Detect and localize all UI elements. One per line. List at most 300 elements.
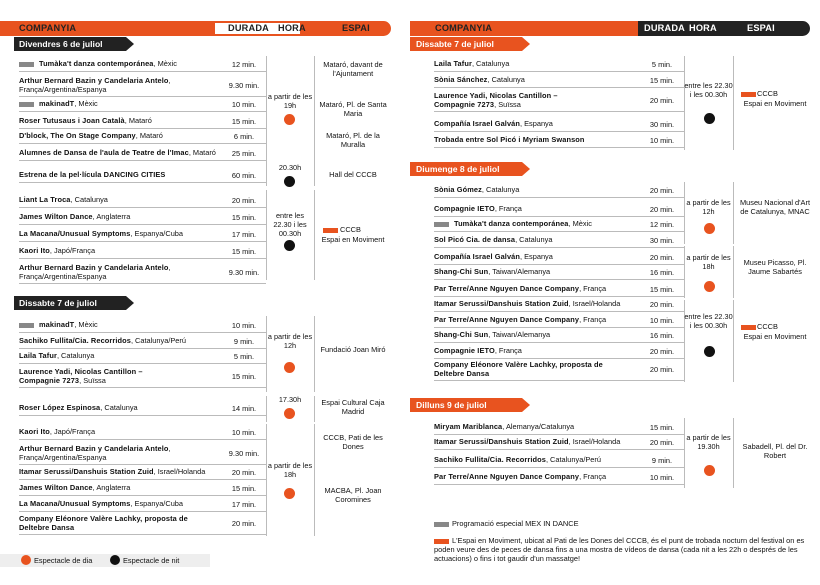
company-location: , França bbox=[579, 315, 607, 324]
header-duration: DURADA bbox=[228, 23, 270, 33]
mex-bar-icon bbox=[434, 522, 449, 527]
hour-label: a partir de les 19h bbox=[267, 92, 313, 110]
day-dot-icon bbox=[704, 223, 715, 234]
program-row bbox=[434, 186, 654, 195]
company-location: , Alemanya/Catalunya bbox=[502, 422, 575, 431]
day-dot-icon bbox=[284, 362, 295, 373]
company-location: , Catalunya bbox=[487, 75, 525, 84]
divider bbox=[434, 380, 684, 381]
divider bbox=[434, 279, 684, 280]
hour-label: 20.30h bbox=[278, 163, 302, 172]
company-location: , Catalunya bbox=[70, 195, 108, 204]
duration: 15 min. bbox=[231, 484, 257, 493]
company-name: Arthur Bernard Bazin y Candelaria Antelo bbox=[19, 76, 169, 85]
company-name: Arthur Bernard Bazin y Candelaria Antelo bbox=[19, 263, 169, 272]
company-location: , bbox=[168, 76, 171, 85]
program-row bbox=[19, 264, 219, 281]
divider bbox=[19, 224, 266, 225]
espai-bar-icon bbox=[741, 325, 756, 330]
company-location: , Anglaterra bbox=[92, 483, 131, 492]
company-name: Itamar Serussi/Danshuis Station Zuid bbox=[19, 467, 154, 476]
espai-bar-icon bbox=[741, 92, 756, 97]
divider bbox=[19, 182, 266, 183]
company-name: Laurence Yadi, Nicolas Cantillon – bbox=[19, 367, 143, 376]
divider bbox=[434, 449, 684, 450]
program-row bbox=[19, 247, 219, 256]
divider bbox=[434, 327, 684, 328]
divider bbox=[434, 131, 684, 132]
divider bbox=[434, 197, 684, 198]
program-row bbox=[434, 268, 654, 277]
duration: 20 min. bbox=[649, 438, 675, 447]
duration: 10 min. bbox=[231, 100, 257, 109]
company-location: , bbox=[168, 263, 171, 272]
company-location: , Mataró bbox=[135, 131, 163, 140]
program-row bbox=[434, 236, 654, 245]
company-name: Company Eléonore Valère Lachky, proposta de bbox=[434, 360, 603, 369]
header-company-r: COMPANYIA bbox=[435, 23, 493, 33]
program-row bbox=[434, 347, 654, 356]
note-mex bbox=[434, 519, 579, 528]
company-location: , França bbox=[494, 204, 522, 213]
divider bbox=[19, 143, 266, 144]
company-location: , Mèxic bbox=[74, 99, 98, 108]
company-location: , Espanya bbox=[520, 252, 553, 261]
company-name: Alumnes de Dansa de l'aula de Teatre de l'Imac bbox=[19, 148, 189, 157]
duration: 15 min. bbox=[649, 285, 675, 294]
duration: 9.30 min. bbox=[228, 81, 260, 90]
program-row bbox=[19, 230, 219, 239]
divider bbox=[434, 147, 684, 148]
duration: 12 min. bbox=[231, 60, 257, 69]
space-label: Mataró, davant de l'Ajuntament bbox=[323, 60, 383, 78]
company-name: Compagnie 7273 bbox=[434, 99, 495, 109]
duration: 20 min. bbox=[649, 253, 675, 262]
divider bbox=[19, 439, 266, 440]
duration: 5 min. bbox=[233, 352, 255, 361]
program-row bbox=[19, 117, 219, 126]
duration: 10 min. bbox=[231, 321, 257, 330]
space-label: Fundació Joan Miró bbox=[320, 345, 386, 354]
duration: 20 min. bbox=[649, 205, 675, 214]
program-row bbox=[39, 321, 239, 330]
space-label: Museu Picasso, Pl. Jaume Sabartés bbox=[743, 258, 807, 276]
column-divider bbox=[314, 316, 315, 392]
duration: 12 min. bbox=[649, 220, 675, 229]
company-name: Par Terre/Anne Nguyen Dance Company bbox=[434, 472, 580, 481]
divider bbox=[434, 71, 684, 72]
company-name: La Macana/Unusual Symptoms bbox=[19, 499, 131, 508]
company-name: Tumàka't danza contemporánea bbox=[454, 219, 569, 228]
program-row bbox=[19, 77, 219, 94]
column-divider bbox=[266, 316, 267, 392]
duration: 20 min. bbox=[649, 96, 675, 105]
program-row bbox=[434, 76, 654, 85]
duration: 15 min. bbox=[231, 213, 257, 222]
note-mex-text: Programació especial MEX IN DANCE bbox=[452, 519, 579, 528]
company-name: Estrena de la pel·lícula DANCING CITIES bbox=[19, 170, 166, 179]
program-row bbox=[434, 136, 654, 145]
duration: 10 min. bbox=[649, 473, 675, 482]
company-name: makinadT bbox=[39, 320, 75, 329]
company-location: , Catalunya bbox=[100, 403, 138, 412]
day-dot-icon bbox=[704, 281, 715, 292]
divider bbox=[434, 358, 684, 359]
night-dot-icon bbox=[110, 555, 120, 565]
duration: 30 min. bbox=[649, 120, 675, 129]
duration: 9.30 min. bbox=[228, 449, 260, 458]
program-row bbox=[434, 456, 654, 465]
duration: 15 min. bbox=[231, 372, 257, 381]
space-label: Museu Nacional d'Art de Catalunya, MNAC bbox=[739, 198, 810, 216]
duration: 20 min. bbox=[649, 186, 675, 195]
divider bbox=[19, 71, 266, 72]
column-divider bbox=[314, 424, 315, 536]
hour-label: a partir de les 12h bbox=[267, 332, 313, 350]
company-name: Deltebre Dansa bbox=[434, 368, 490, 378]
company-location: , Catalunya/Perú bbox=[545, 455, 601, 464]
duration: 20 min. bbox=[231, 196, 257, 205]
hour-label: entre les 22.30 i les 00.30h bbox=[273, 211, 307, 238]
space-label: CCCB bbox=[757, 322, 778, 331]
duration: 60 min. bbox=[231, 171, 257, 180]
company-location: , França bbox=[494, 346, 522, 355]
program-row bbox=[434, 316, 654, 325]
divider bbox=[19, 534, 266, 535]
company-location: , Espanya bbox=[520, 119, 553, 128]
duration: 20 min. bbox=[649, 365, 675, 374]
divider bbox=[434, 484, 684, 485]
header-hour-r: HORA bbox=[689, 23, 717, 33]
header-space-r: ESPAI bbox=[747, 23, 775, 33]
company-name: Roser Tutusaus i Joan Català bbox=[19, 116, 125, 125]
hour-label: a partir de les 18h bbox=[267, 461, 313, 479]
hour-label: a partir de les 12h bbox=[686, 198, 731, 216]
duration: 20 min. bbox=[231, 468, 257, 477]
column-divider bbox=[684, 418, 685, 488]
company-name: Tumàka't danza contemporánea bbox=[39, 59, 154, 68]
program-row bbox=[39, 60, 239, 69]
company-name: Shang-Chi Sun bbox=[434, 267, 489, 276]
column-divider bbox=[314, 158, 315, 186]
company-location: , Mèxic bbox=[74, 320, 98, 329]
company-location: , Taiwan/Alemanya bbox=[488, 330, 551, 339]
space-label: Espai en Moviment bbox=[743, 332, 807, 341]
program-row bbox=[434, 438, 654, 447]
company-name: James Wilton Dance bbox=[19, 483, 93, 492]
company-location: França/Argentina/Espanya bbox=[19, 452, 107, 462]
hour-label: a partir de les 18h bbox=[686, 253, 731, 271]
day-dot-icon bbox=[284, 408, 295, 419]
company-name: Kaori Ito bbox=[19, 246, 50, 255]
program-row bbox=[19, 484, 219, 493]
program-row bbox=[19, 132, 219, 141]
duration: 25 min. bbox=[231, 149, 257, 158]
divider bbox=[19, 207, 266, 208]
company-name: Sachiko Fullita/Cia. Recorridos bbox=[19, 336, 131, 345]
duration: 17 min. bbox=[231, 500, 257, 509]
column-divider bbox=[684, 56, 685, 150]
divider bbox=[19, 511, 266, 512]
company-location: , Catalunya bbox=[515, 235, 553, 244]
duration: 9 min. bbox=[233, 337, 255, 346]
company-location: , bbox=[168, 444, 171, 453]
company-location: , Suïssa bbox=[79, 375, 106, 385]
mex-marker-icon bbox=[19, 102, 34, 107]
company-name: Liant La Troca bbox=[19, 195, 71, 204]
program-row bbox=[434, 473, 654, 482]
duration: 16 min. bbox=[649, 331, 675, 340]
company-location: , Israel/Holanda bbox=[568, 299, 621, 308]
night-dot-icon bbox=[284, 240, 295, 251]
company-location: , Israel/Holanda bbox=[153, 467, 206, 476]
company-name: Shang-Chi Sun bbox=[434, 330, 489, 339]
program-row bbox=[434, 300, 654, 309]
divider bbox=[434, 342, 684, 343]
company-name: D'block, The On Stage Company bbox=[19, 131, 136, 140]
column-divider bbox=[733, 246, 734, 298]
company-name: Company Eléonore Valère Lachky, proposta de bbox=[19, 514, 188, 523]
company-name: Sònia Sánchez bbox=[434, 75, 488, 84]
hour-label: entre les 22.30 i les 00.30h bbox=[684, 81, 733, 99]
company-location: , Japó/França bbox=[49, 427, 96, 436]
program-row bbox=[434, 92, 654, 109]
night-dot-icon bbox=[704, 113, 715, 124]
divider bbox=[19, 415, 266, 416]
divider bbox=[434, 467, 684, 468]
company-location: , Espanya/Cuba bbox=[130, 229, 184, 238]
divider bbox=[19, 495, 266, 496]
legend-day: Espectacle de dia bbox=[34, 556, 93, 565]
divider bbox=[19, 332, 266, 333]
legend-night: Espectacle de nit bbox=[123, 556, 180, 565]
company-name: Par Terre/Anne Nguyen Dance Company bbox=[434, 284, 580, 293]
day-dot-icon bbox=[284, 114, 295, 125]
duration: 20 min. bbox=[649, 300, 675, 309]
company-name: Laurence Yadi, Nicolas Cantillon – bbox=[434, 91, 558, 100]
program-row bbox=[19, 171, 219, 180]
program-row bbox=[434, 285, 654, 294]
duration: 20 min. bbox=[231, 519, 257, 528]
company-location: , Catalunya/Perú bbox=[130, 336, 186, 345]
space-label: Mataró, Pl. de Santa Maria bbox=[319, 100, 387, 118]
divider bbox=[19, 363, 266, 364]
divider bbox=[434, 311, 684, 312]
duration: 5 min. bbox=[651, 60, 673, 69]
company-name: Compagnie IETO bbox=[434, 346, 495, 355]
company-location: França/Argentina/Espanya bbox=[19, 84, 107, 94]
divider bbox=[19, 348, 266, 349]
company-name: Arthur Bernard Bazin y Candelaria Antelo bbox=[19, 444, 169, 453]
program-row bbox=[19, 337, 219, 346]
day-title: Dilluns 9 de juliol bbox=[410, 398, 522, 412]
left-header bbox=[0, 21, 391, 36]
column-divider bbox=[266, 424, 267, 536]
divider bbox=[434, 216, 684, 217]
column-divider bbox=[733, 300, 734, 382]
program-row bbox=[19, 468, 219, 477]
duration: 15 min. bbox=[231, 117, 257, 126]
company-location: , Israel/Holanda bbox=[568, 437, 621, 446]
company-location: , Taiwan/Alemanya bbox=[488, 267, 551, 276]
program-row bbox=[434, 361, 654, 378]
program-row bbox=[19, 196, 219, 205]
divider bbox=[19, 464, 266, 465]
duration: 10 min. bbox=[649, 136, 675, 145]
company-name: Compañía Israel Galván bbox=[434, 252, 520, 261]
duration: 30 min. bbox=[649, 236, 675, 245]
divider bbox=[19, 111, 266, 112]
company-name: Itamar Serussi/Danshuis Station Zuid bbox=[434, 437, 569, 446]
duration: 10 min. bbox=[231, 428, 257, 437]
program-row bbox=[434, 423, 654, 432]
mex-marker-icon bbox=[434, 222, 449, 227]
space-label: Espai en Moviment bbox=[321, 235, 385, 244]
space-label: MACBA, Pl. Joan Coromines bbox=[324, 486, 382, 504]
divider bbox=[19, 479, 266, 480]
column-divider bbox=[733, 418, 734, 488]
company-name: Sachiko Fullita/Cia. Recorridos bbox=[434, 455, 546, 464]
program-row bbox=[454, 220, 674, 229]
day-dot-icon bbox=[21, 555, 31, 565]
duration: 16 min. bbox=[649, 268, 675, 277]
divider bbox=[434, 111, 684, 112]
company-name: Compagnie IETO bbox=[434, 204, 495, 213]
space-label: Espai Cultural Caja Madrid bbox=[321, 398, 385, 416]
hour-label: entre les 22.30 i les 00.30h bbox=[684, 312, 733, 330]
company-name: Par Terre/Anne Nguyen Dance Company bbox=[434, 315, 580, 324]
company-name: Deltebre Dansa bbox=[19, 522, 75, 532]
program-row bbox=[19, 213, 219, 222]
company-name: Compañía Israel Galván bbox=[434, 119, 520, 128]
duration: 14 min. bbox=[231, 404, 257, 413]
company-name: Kaori Ito bbox=[19, 427, 50, 436]
duration: 17 min. bbox=[231, 230, 257, 239]
company-location: , Mèxic bbox=[153, 59, 177, 68]
company-location: , Mèxic bbox=[568, 219, 592, 228]
program-row bbox=[19, 368, 219, 385]
company-name: Sònia Gómez bbox=[434, 185, 482, 194]
company-location: , Suïssa bbox=[494, 99, 521, 109]
program-row bbox=[19, 428, 219, 437]
hour-label: 17.30h bbox=[278, 395, 302, 404]
day-title: Diumenge 8 de juliol bbox=[410, 162, 522, 176]
header-hour: HORA bbox=[278, 23, 306, 33]
duration: 15 min. bbox=[649, 423, 675, 432]
duration: 15 min. bbox=[649, 76, 675, 85]
day-dot-icon bbox=[704, 465, 715, 476]
hour-label: a partir de les 19.30h bbox=[686, 433, 731, 451]
company-location: , Mataró bbox=[124, 116, 152, 125]
divider bbox=[434, 247, 684, 248]
night-dot-icon bbox=[284, 176, 295, 187]
company-location: França/Argentina/Espanya bbox=[19, 271, 107, 281]
space-label: CCCB bbox=[757, 89, 778, 98]
column-divider bbox=[314, 190, 315, 280]
program-row bbox=[19, 500, 219, 509]
column-divider bbox=[314, 396, 315, 422]
company-location: , França bbox=[579, 472, 607, 481]
program-row bbox=[19, 149, 219, 158]
divider bbox=[19, 128, 266, 129]
company-location: , Catalunya bbox=[471, 59, 510, 68]
program-row bbox=[19, 352, 219, 361]
divider bbox=[434, 296, 684, 297]
divider bbox=[19, 96, 266, 97]
header-space: ESPAI bbox=[342, 23, 370, 33]
company-name: Laila Tafur bbox=[19, 351, 57, 360]
duration: 9.30 min. bbox=[228, 268, 260, 277]
divider bbox=[434, 231, 684, 232]
column-divider bbox=[733, 182, 734, 244]
duration: 10 min. bbox=[649, 316, 675, 325]
company-name: Miryam Mariblanca bbox=[434, 422, 503, 431]
column-divider bbox=[733, 56, 734, 150]
space-label: Sabadell, Pl. del Dr. Robert bbox=[742, 442, 808, 460]
night-dot-icon bbox=[704, 346, 715, 357]
space-label: Espai en Moviment bbox=[743, 99, 807, 108]
company-location: , Anglaterra bbox=[92, 212, 131, 221]
day-dot-icon bbox=[284, 488, 295, 499]
column-divider bbox=[314, 56, 315, 158]
company-location: , Catalunya bbox=[56, 351, 95, 360]
divider bbox=[19, 283, 266, 284]
divider bbox=[434, 264, 684, 265]
company-location: , França bbox=[579, 284, 607, 293]
note-espai: L'Espai en Moviment, ubicat al Pati de les Dones del CCCB, és el punt de trobada nocturn del festival on es poden veure des de peces de dansa fins a una mostra de vídeos de dansa (cada nit a les 22h o després de les actuacions) o fins i tot gaudir d'un massatge! bbox=[434, 536, 805, 563]
divider bbox=[434, 434, 684, 435]
right-header bbox=[410, 21, 810, 36]
day-title: Divendres 6 de juliol bbox=[14, 37, 126, 51]
space-label: CCCB, Pati de les Dones bbox=[323, 433, 383, 451]
company-name: Sol Picó Cia. de dansa bbox=[434, 235, 516, 244]
divider bbox=[19, 241, 266, 242]
divider bbox=[19, 387, 266, 388]
mex-marker-icon bbox=[19, 323, 34, 328]
divider bbox=[434, 87, 684, 88]
program-row bbox=[19, 515, 219, 532]
divider bbox=[19, 160, 266, 161]
day-title: Dissabte 7 de juliol bbox=[14, 296, 126, 310]
company-location: , Catalunya bbox=[481, 185, 520, 194]
program-row bbox=[434, 120, 654, 129]
program-row bbox=[434, 60, 654, 69]
duration: 15 min. bbox=[231, 247, 257, 256]
company-name: Compagnie 7273 bbox=[19, 375, 80, 385]
header-duration-r: DURADA bbox=[644, 23, 686, 33]
divider bbox=[19, 258, 266, 259]
mex-marker-icon bbox=[19, 62, 34, 67]
space-label: CCCB bbox=[340, 225, 361, 234]
program-row bbox=[19, 404, 219, 413]
space-label: Hall del CCCB bbox=[329, 170, 377, 179]
duration: 20 min. bbox=[649, 347, 675, 356]
program-row bbox=[434, 205, 654, 214]
duration: 9 min. bbox=[651, 456, 673, 465]
program-row bbox=[19, 445, 219, 462]
header-company: COMPANYIA bbox=[19, 23, 77, 33]
company-name: Trobada entre Sol Picó i Myriam Swanson bbox=[434, 135, 585, 144]
program-row bbox=[434, 331, 654, 340]
program-row bbox=[434, 253, 654, 262]
space-label: Mataró, Pl. de la Muralla bbox=[326, 131, 380, 149]
company-location: , Espanya/Cuba bbox=[130, 499, 184, 508]
company-name: La Macana/Unusual Symptoms bbox=[19, 229, 131, 238]
company-name: Roser López Espinosa bbox=[19, 403, 101, 412]
program-row bbox=[39, 100, 239, 109]
company-location: , Mataró bbox=[188, 148, 216, 157]
company-name: Laila Tafur bbox=[434, 59, 472, 68]
